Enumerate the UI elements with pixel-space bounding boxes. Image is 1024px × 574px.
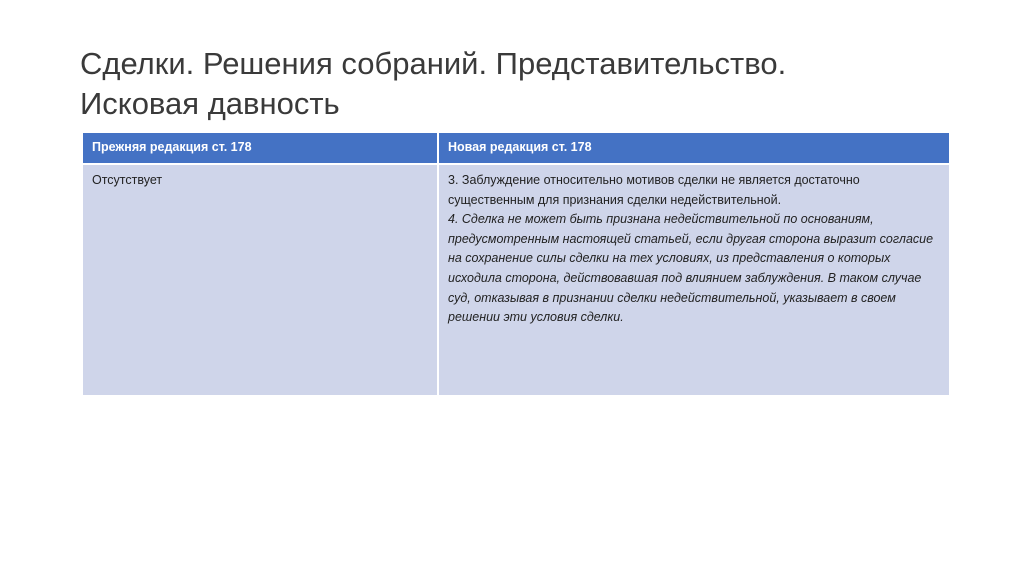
header-new-edition: Новая редакция ст. 178 [438,133,949,164]
comparison-table [83,133,949,395]
new-edition-paragraph-3: 3. Заблуждение относительно мотивов сделки не является достаточно существенным для признания сделки недействительной. [448,173,860,207]
header-old-edition: Прежняя редакция ст. 178 [83,133,438,164]
slide-title [80,44,960,124]
cell-old-edition [83,164,438,395]
slide-title-line-2: Исковая давность [80,86,340,121]
new-edition-paragraph-4: 4. Сделка не может быть признана недействительной по основаниям, предусмотренным настоящей статьей, если другая сторона выразит согласие на сохранение силы сделки на тех условиях, из представления о которых исходила сторона, действовавшая под влиянием заблуждения. В таком случае суд, отказывая в признании сделки недействительной, указывает в своем решении эти условия сделки. [448,212,934,325]
table-header-row [83,133,949,164]
slide-title-line-1: Сделки. Решения собраний. Представительство. [80,46,787,81]
old-edition-text: Отсутствует [92,173,163,187]
table-row [83,164,949,395]
cell-new-edition [438,164,949,395]
